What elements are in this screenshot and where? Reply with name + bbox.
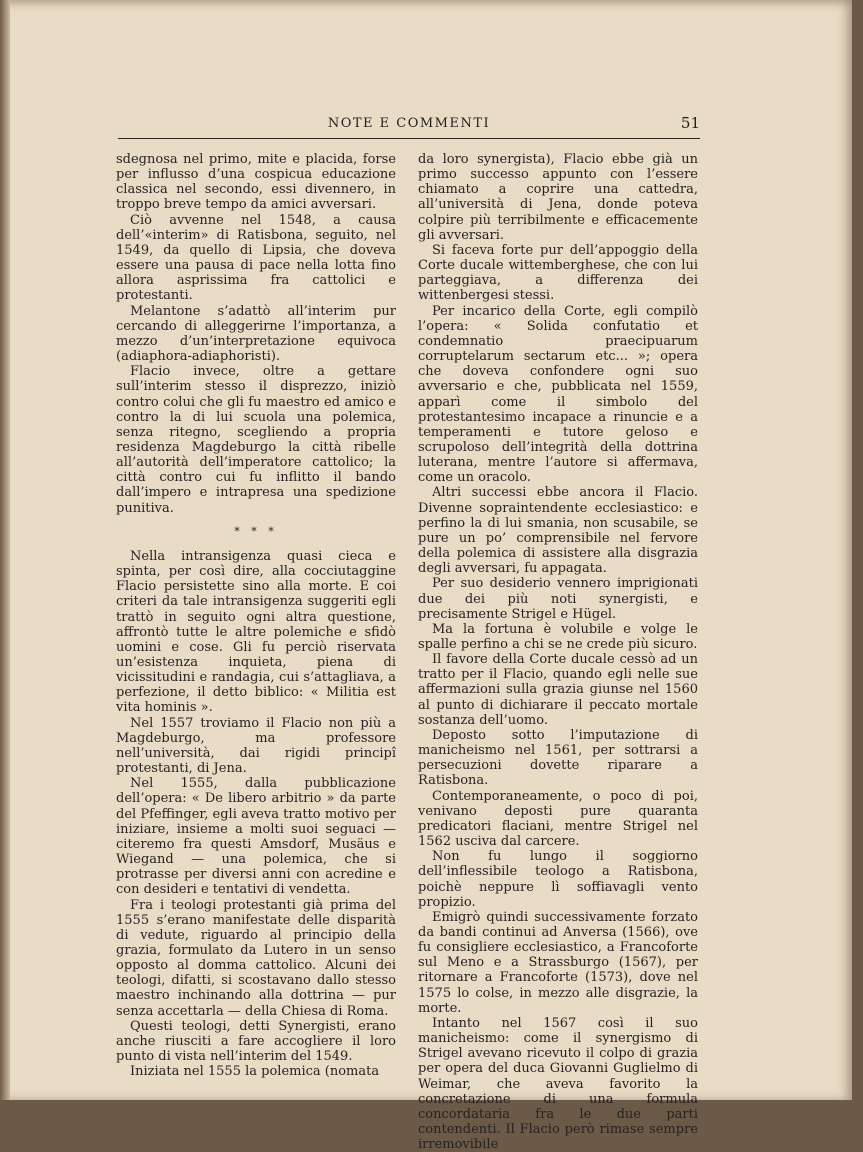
paragraph: da loro synergista), Flacio ebbe già un primo successo appunto con l’essere chiamato a coprire una cattedra, all’università di Jena, donde poteva colpire più terribilmente e efficacemente gli avversari. (418, 152, 698, 243)
paragraph: Si faceva forte pur dell’appoggio della Corte ducale wittemberghese, che con lui parteggiava, a differenza dei wittenbergesi stessi. (418, 242, 698, 304)
paragraph: Ma la fortuna è volubile e volge le spalle perfino a chi se ne crede più sicuro. (418, 621, 698, 652)
paragraph: Flacio invece, oltre a gettare sull’interim stesso il disprezzo, iniziò contro colui che gli fu maestro ed amico e contro la di lui scuola una polemica, senza ritegno, scegliendo a propria residenza Magdeburgo la città ribelle all’autorità dell’imperatore cattolico; la città contro cui fu inflitto il bando dall’impero e intrapresa una spedizione punitiva. (116, 364, 396, 516)
paragraph: Contemporaneamente, o poco di poi, venivano deposti pure quaranta predicatori flaciani, mentre Strigel nel 1562 usciva dal carcere. (418, 788, 698, 850)
right-column (418, 152, 698, 1152)
paragraph: Per suo desiderio vennero imprigionati due dei più noti synergisti, e precisamente Strigel e Hügel. (418, 576, 698, 622)
paragraph: sdegnosa nel primo, mite e placida, forse per influsso d’una cospicua educazione classica nel secondo, essi divennero, in troppo breve tempo da amici avversari. (116, 152, 396, 213)
paragraph: Altri successi ebbe ancora il Flacio. Divenne sopraintendente ecclesiastico: e perfino la di lui smania, non scusabile, se pure un po’ comprensibile nel fervore della polemica di assistere alla disgrazia degli avversari, fu appagata. (418, 485, 698, 577)
book-spine-shadow (0, 0, 10, 1100)
paragraph: Emigrò quindi successivamente forzato da bandi continui ad Anversa (1566), ove fu consigliere ecclesiastico, a Francoforte sul Meno e a Strassburgo (1567), per ritornare a Francoforte (1573), dove nel 1575 lo colse, in mezzo alle disgrazie, la morte. (418, 909, 698, 1016)
paragraph: Fra i teologi protestanti già prima del 1555 s’erano manifestate delle disparità di vedute, riguardo al principio della grazia, formulato da Lutero in un senso opposto al domma cattolico. Alcuni dei teologi, difatti, si scostavano dallo stesso maestro inchinando alla dottrina — pur senza accettarla — della Chiesa di Roma. (116, 897, 396, 1019)
paragraph: Nella intransigenza quasi cieca e spinta, per così dire, alla cocciutaggine Flacio persistette sino alla morte. E coi criteri da tale intransigenza suggeriti egli trattò in seguito ogni altra questione, affrontò tutte le altre polemiche e sfidò uomini e cose. Gli fu perciò riservata un’esistenza inquieta, piena di vicissitudini e randagia, cui s’attagliava, a perfezione, il detto biblico: « Militia est vita hominis ». (116, 548, 396, 716)
paragraph: Nel 1555, dalla pubblicazione dell’opera: « De libero arbitrio » da parte del Pfeffinger, egli aveva tratto motivo per iniziare, insieme a molti suoi seguaci — citeremo fra questi Amsdorf, Musäus e Wiegand — una polemica, che si protrasse per diversi anni con acredine e con desideri e tentativi di vendetta. (116, 776, 396, 898)
paragraph: Il favore della Corte ducale cessò ad un tratto per il Flacio, quando egli nelle sue affermazioni sulla grazia giunse nel 1560 al punto di dichiarare il peccato mortale sostanza dell’uomo. (418, 652, 698, 728)
paragraph: Intanto nel 1567 così il suo manicheismo: come il synergismo di Strigel avevano ricevuto il colpo di grazia per opera del duca Giovanni Guglielmo di Weimar, che aveva favorito la concretazione di una formula concordataria fra le due parti contendenti. Il Flacio però rimase sempre irremovibile (418, 1015, 698, 1152)
page-header (118, 116, 700, 139)
section-separator: * * * (234, 524, 278, 538)
paragraph: Iniziata nel 1555 la polemica (nomata (130, 1064, 380, 1080)
paragraph: Deposto sotto l’imputazione di manicheismo nel 1561, per sottrarsi a persecuzioni dovette riparare a Ratisbona. (418, 727, 698, 789)
paragraph: Melantone s’adattò all’interim pur cercando di alleggerirne l’importanza, a mezzo d’un’interpretazione equivoca (adiaphora-adiaphoristi). (116, 303, 396, 365)
left-column (116, 152, 396, 1079)
paragraph: Nel 1557 troviamo il Flacio non più a Magdeburgo, ma professore nell’università, dai rigidi principî protestanti, di Jena. (116, 715, 396, 777)
paragraph: Non fu lungo il soggiorno dell’inflessibile teologo a Ratisbona, poichè neppure lì soffiavagli vento propizio. (418, 849, 698, 910)
paragraph: Per incarico della Corte, egli compilò l’opera: « Solida confutatio et condemnatio praecipuarum corruptelarum sectarum etc... »; opera che doveva confondere ogni suo avversario e che, pubblicata nel 1559, apparì come il simbolo del protestantesimo incapace a rinuncie e a temperamenti e tutore geloso e scrupoloso dell’integrità della dottrina luterana, mentre l’autore si affermava, come un oracolo. (418, 303, 698, 486)
page-number: 51 (680, 114, 700, 132)
paragraph: Questi teologi, detti Synergisti, erano anche riusciti a fare accogliere il loro punto di vista nell’interim del 1549. (116, 1018, 396, 1065)
paragraph: Ciò avvenne nel 1548, a causa dell’«interim» di Ratisbona, seguito, nel 1549, da quello di Lipsia, che doveva essere una pausa di pace nella lotta fino allora asprissima fra cattolici e protestanti. (116, 212, 396, 304)
running-head: NOTE E COMMENTI (327, 116, 491, 131)
